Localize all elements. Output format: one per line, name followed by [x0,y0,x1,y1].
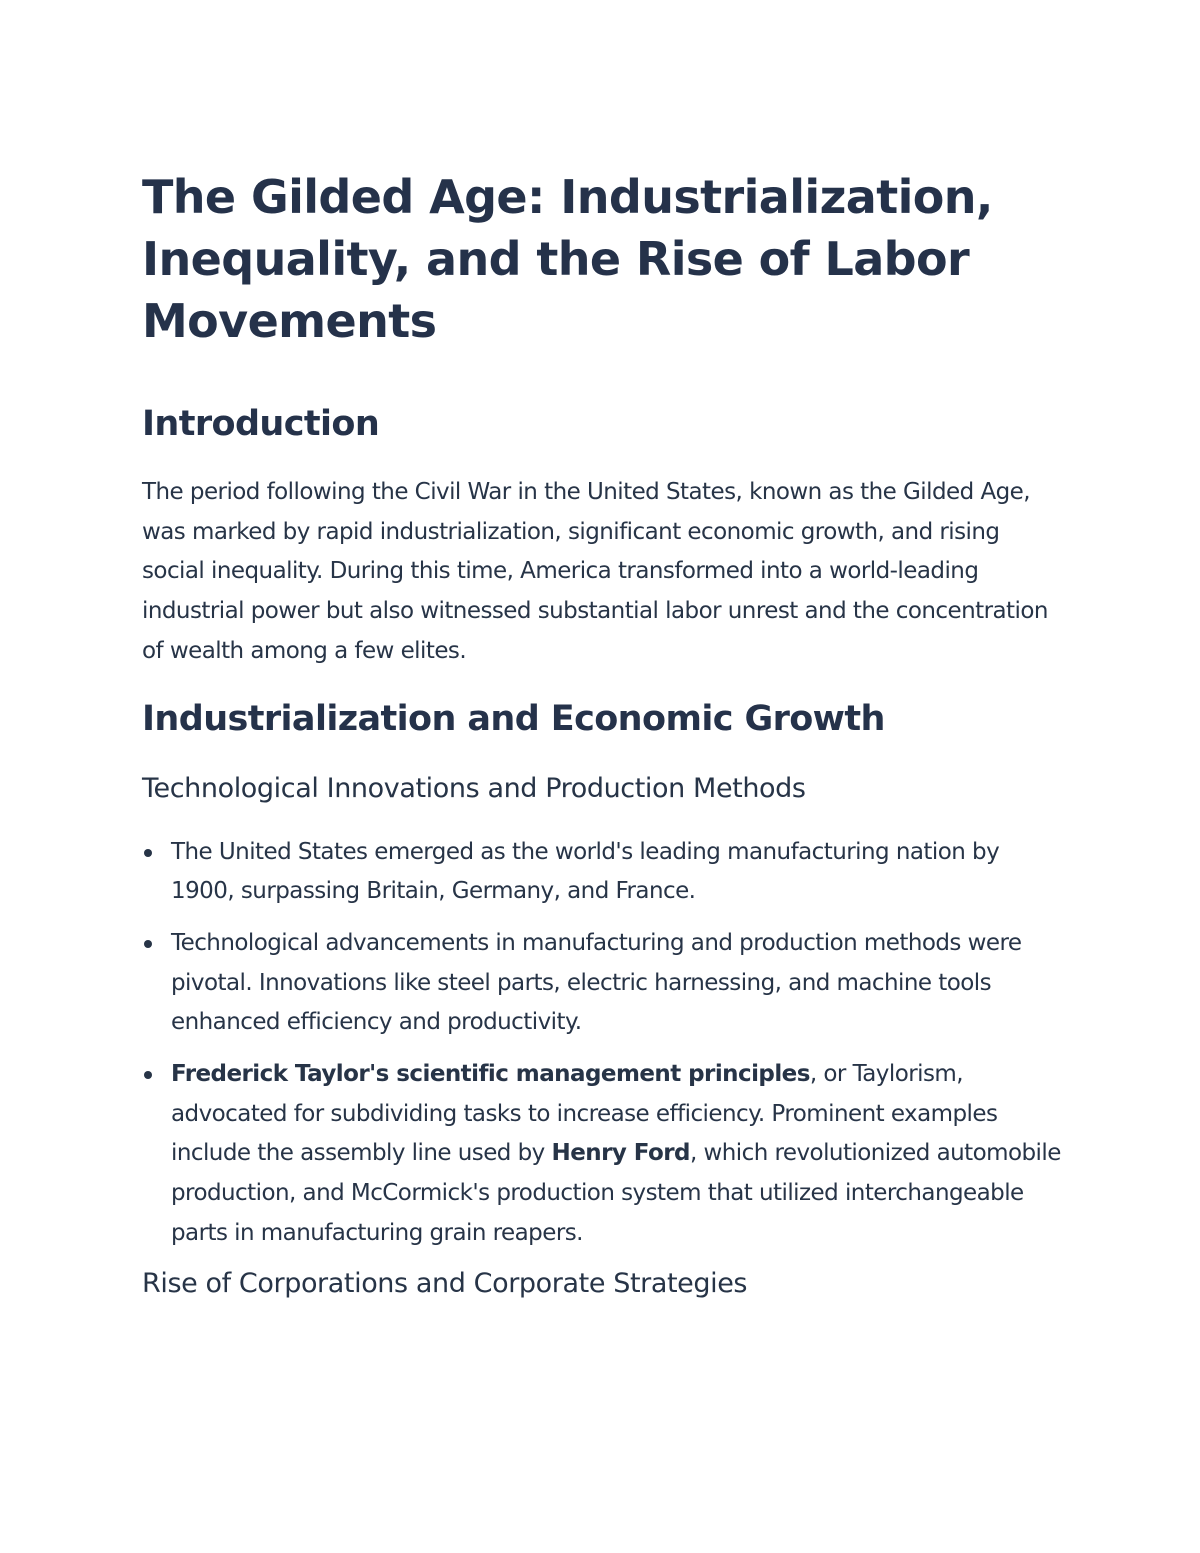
list-item-text: , which revolutionized automobile production, and McCormick's production system that utilized interchangeable parts in manufacturing grain reapers. [171,1140,1061,1246]
list-item-text: , or Taylorism, advocated for subdividing tasks to increase efficiency. Prominent examples include the assembly line used by [171,1061,998,1167]
document-title: The Gilded Age: Industrialization, Inequality, and the Rise of Labor Movements [142,170,993,348]
list-item [142,1055,1062,1254]
bold-term-taylorism: Frederick Taylor's scientific management principles [171,1061,810,1088]
bullet-icon [144,940,152,948]
subsection-heading-corporations: Rise of Corporations and Corporate Strategies [142,1267,748,1299]
document-page [142,166,1062,1302]
list-item-text: Technological advancements in manufacturing and production methods were pivotal. Innovations like steel parts, electric harnessing, and machine tools enhanced efficiency and productivity. [171,929,1022,1036]
section-heading-introduction: Introduction [142,404,380,444]
subsection-heading-technological-innovations: Technological Innovations and Production Methods [142,772,806,804]
bullet-icon [144,849,152,857]
list-item [142,833,1062,912]
bold-term-henry-ford: Henry Ford [551,1140,690,1167]
introduction-paragraph: The period following the Civil War in the United States, known as the Gilded Age, was marked by rapid industrialization, significant economic growth, and rising social inequality. During this time, America transformed into a world-leading industrial power but also witnessed substantial labor unrest and the concentration of wealth among a few elites. [142,479,1048,664]
list-item-text: The United States emerged as the world's leading manufacturing nation by 1900, surpassing Britain, Germany, and France. [171,838,1000,905]
bullet-list [142,833,1062,1254]
bullet-icon [144,1071,152,1079]
list-item [142,924,1062,1043]
section-heading-industrialization: Industrialization and Economic Growth [142,698,885,739]
